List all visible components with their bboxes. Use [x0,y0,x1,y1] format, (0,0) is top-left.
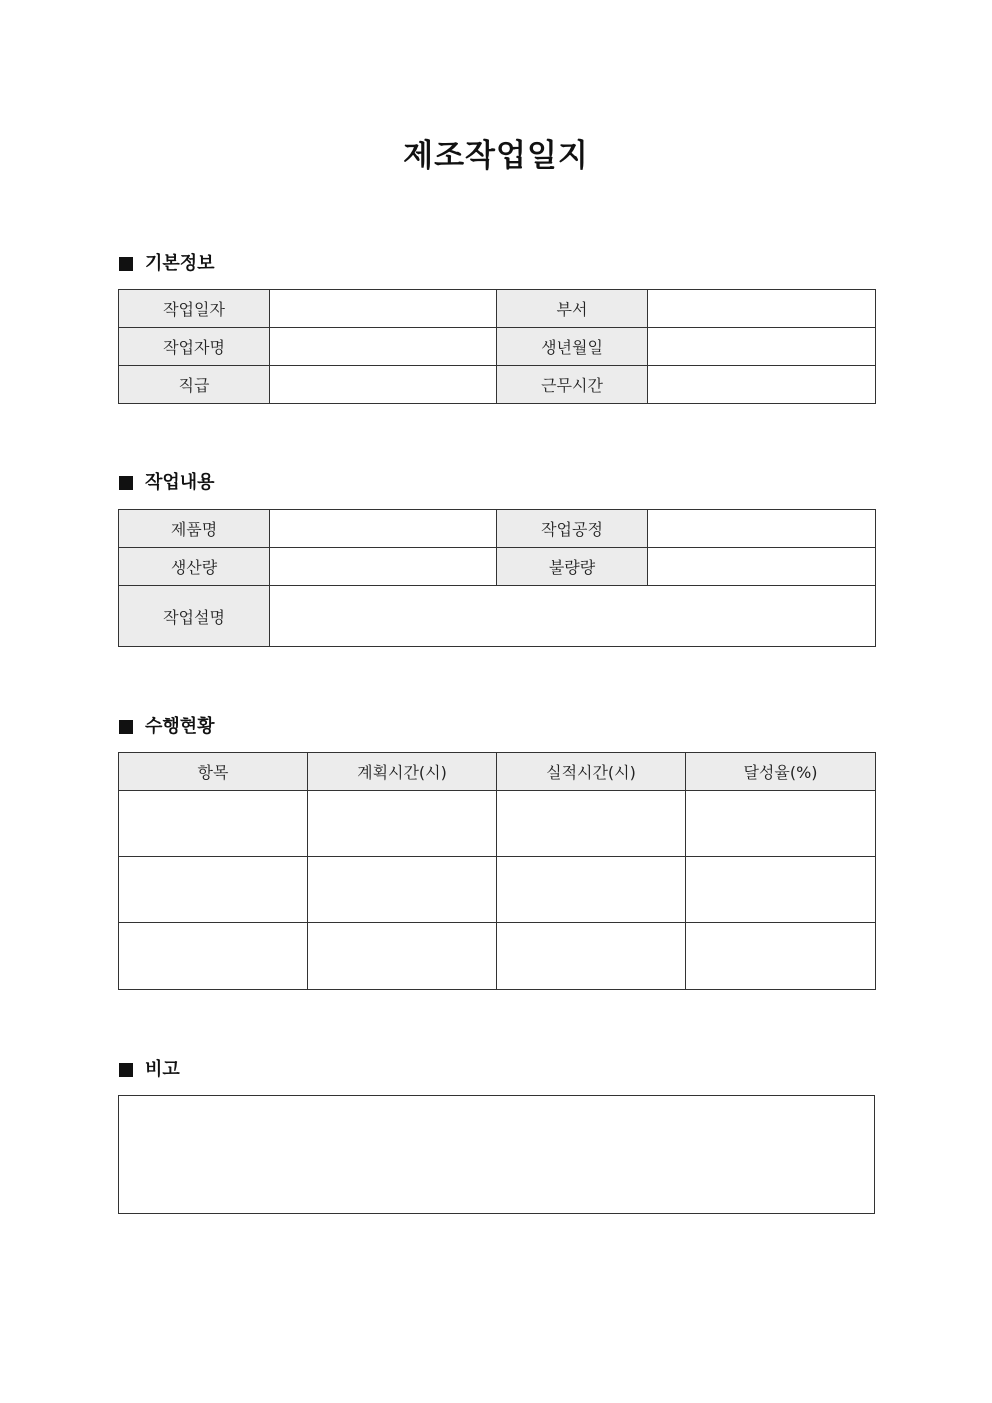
label-worker-name: 작업자명 [119,328,270,366]
table-row [119,328,876,366]
label-product-name: 제품명 [119,510,270,548]
table-row [119,548,876,586]
square-bullet-icon [119,1063,133,1077]
document-title: 제조작업일지 [403,138,589,174]
column-header-actual-hours: 실적시간(시) [497,753,686,791]
table-row [119,857,876,923]
item-cell[interactable] [119,791,308,857]
label-work-date: 작업일자 [119,290,270,328]
label-department: 부서 [497,290,648,328]
department-field[interactable] [648,290,876,328]
square-bullet-icon [119,476,133,490]
table-row [119,510,876,548]
label-work-process: 작업공정 [497,510,648,548]
production-qty-field[interactable] [270,548,497,586]
actual-hours-cell[interactable] [497,791,686,857]
position-field[interactable] [270,366,497,404]
item-cell[interactable] [119,923,308,990]
square-bullet-icon [119,257,133,271]
label-work-description: 작업설명 [119,586,270,647]
section-title: 작업내용 [145,472,215,493]
work-content-table [118,509,876,647]
column-header-achievement-rate: 달성율(%) [686,753,876,791]
column-header-item: 항목 [119,753,308,791]
birth-date-field[interactable] [648,328,876,366]
table-row [119,791,876,857]
table-row [119,586,876,647]
label-position: 직급 [119,366,270,404]
work-date-field[interactable] [270,290,497,328]
product-name-field[interactable] [270,510,497,548]
planned-hours-cell[interactable] [308,923,497,990]
item-cell[interactable] [119,857,308,923]
work-description-field[interactable] [270,586,876,647]
square-bullet-icon [119,720,133,734]
defect-qty-field[interactable] [648,548,876,586]
section-heading-basic-info [119,252,215,276]
section-heading-remarks [119,1058,180,1082]
section-title: 기본정보 [145,253,215,274]
label-birth-date: 생년월일 [497,328,648,366]
section-title: 수행현황 [145,716,215,737]
section-heading-work-content [119,471,215,495]
planned-hours-cell[interactable] [308,857,497,923]
worker-name-field[interactable] [270,328,497,366]
basic-info-table [118,289,876,404]
actual-hours-cell[interactable] [497,923,686,990]
achievement-rate-cell[interactable] [686,923,876,990]
work-process-field[interactable] [648,510,876,548]
label-production-qty: 생산량 [119,548,270,586]
remarks-field[interactable] [118,1095,875,1214]
work-hours-field[interactable] [648,366,876,404]
actual-hours-cell[interactable] [497,857,686,923]
section-heading-performance [119,715,215,739]
achievement-rate-cell[interactable] [686,791,876,857]
table-header-row [119,753,876,791]
label-work-hours: 근무시간 [497,366,648,404]
planned-hours-cell[interactable] [308,791,497,857]
achievement-rate-cell[interactable] [686,857,876,923]
column-header-planned-hours: 계획시간(시) [308,753,497,791]
performance-table [118,752,876,990]
section-title: 비고 [145,1059,180,1080]
table-row [119,366,876,404]
table-row [119,923,876,990]
label-defect-qty: 불량량 [497,548,648,586]
table-row [119,290,876,328]
